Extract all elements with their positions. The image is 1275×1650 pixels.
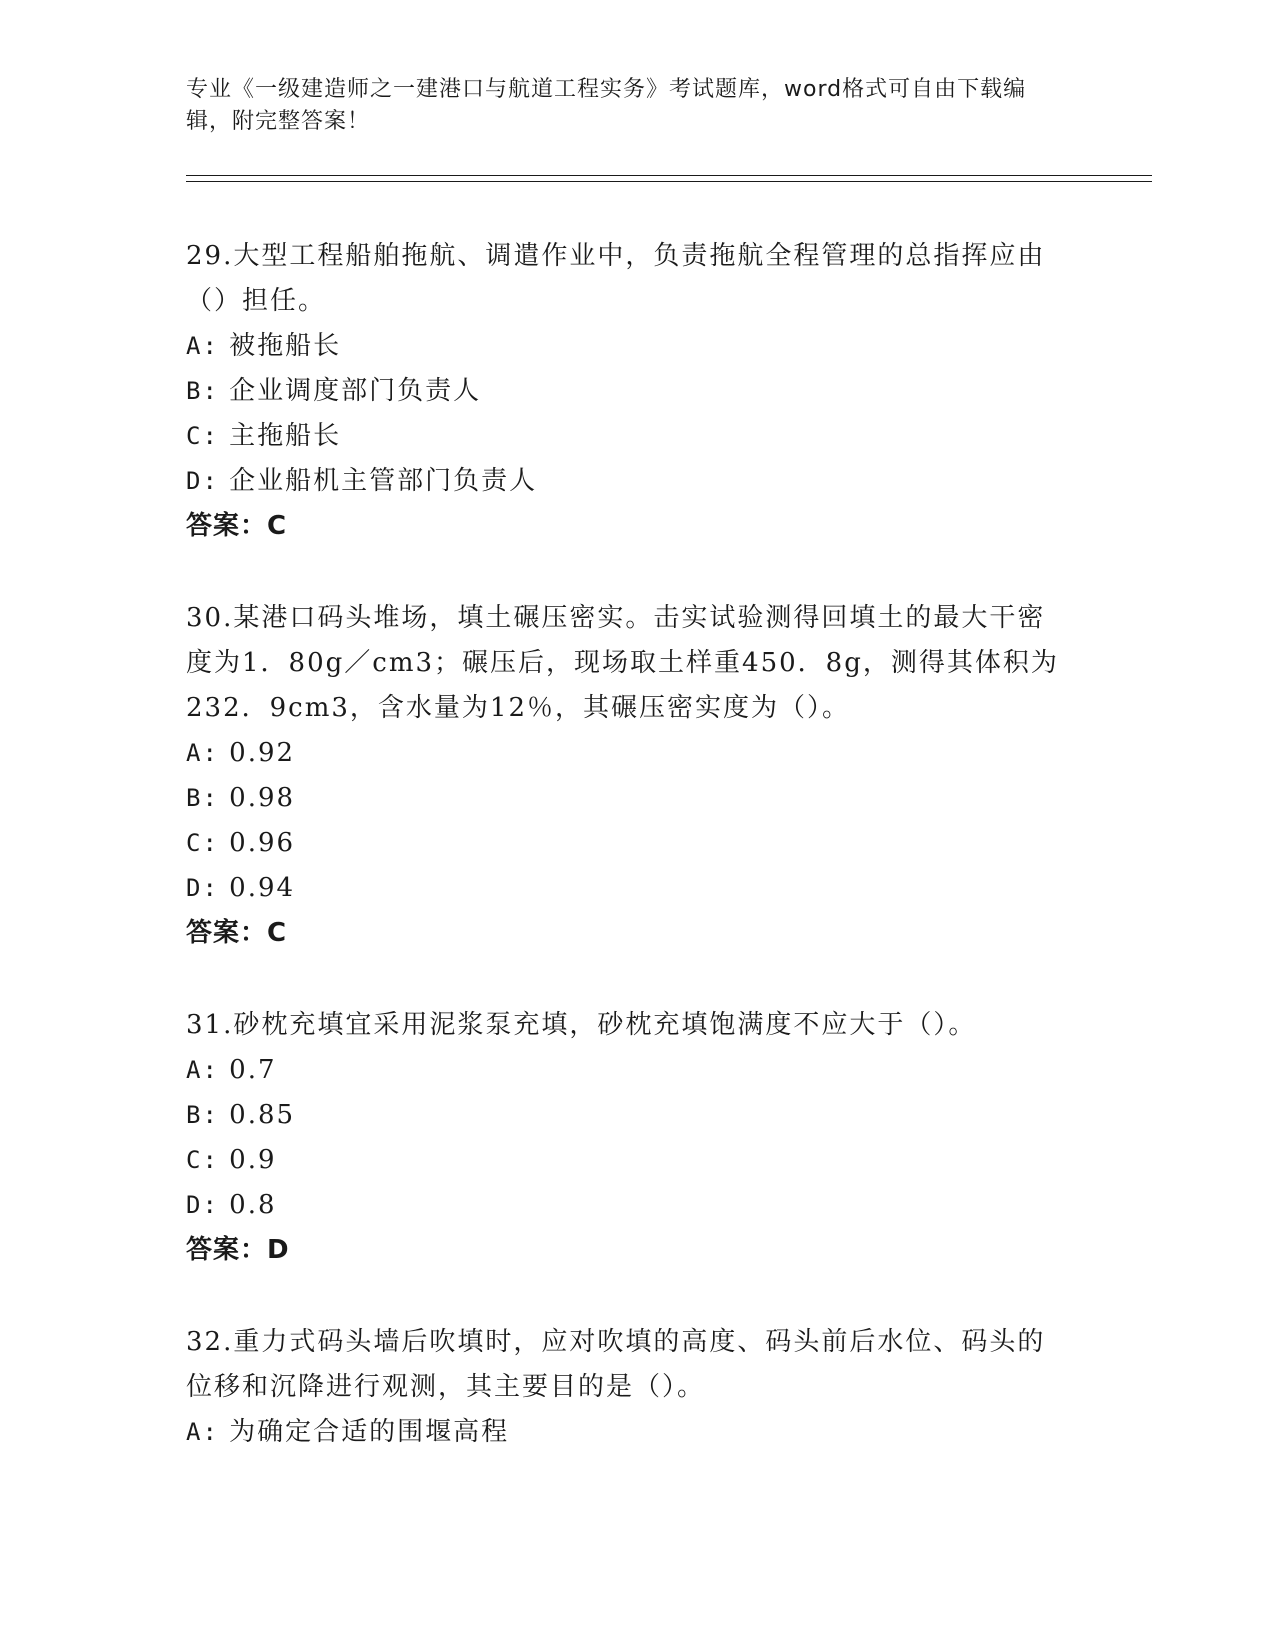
question-32 <box>186 1320 1066 1455</box>
option-a <box>186 324 1066 369</box>
option-text: 主拖船长 <box>229 421 342 451</box>
question-30 <box>186 596 1066 956</box>
option-letter: B: <box>186 377 219 405</box>
option-d <box>186 1183 1066 1228</box>
option-letter: A: <box>186 332 219 360</box>
option-a <box>186 731 1066 776</box>
option-text: 0.98 <box>229 783 296 813</box>
question-29 <box>186 234 1066 549</box>
option-letter: C: <box>186 1146 219 1174</box>
question-text: 31.砂枕充填宜采用泥浆泵充填，砂枕充填饱满度不应大于（）。 <box>186 1010 977 1040</box>
option-letter: B: <box>186 1101 219 1129</box>
option-c <box>186 1138 1066 1183</box>
option-d <box>186 459 1066 504</box>
option-b <box>186 776 1066 821</box>
option-b <box>186 369 1066 414</box>
option-text: 0.96 <box>229 828 296 858</box>
question-31 <box>186 1003 1066 1273</box>
question-text: 29.大型工程船舶拖航、调遣作业中，负责拖航全程管理的总指挥应由（）担任。 <box>186 241 1046 316</box>
option-text: 0.85 <box>229 1100 296 1130</box>
option-b <box>186 1093 1066 1138</box>
answer: 答案：D <box>186 1235 290 1265</box>
option-text: 企业船机主管部门负责人 <box>229 466 538 496</box>
option-d <box>186 866 1066 911</box>
option-text: 0.92 <box>229 738 296 768</box>
option-a <box>186 1048 1066 1093</box>
option-text: 被拖船长 <box>229 331 342 361</box>
option-letter: A: <box>186 1056 219 1084</box>
option-letter: D: <box>186 467 219 495</box>
option-letter: D: <box>186 1191 219 1219</box>
option-letter: A: <box>186 1418 219 1446</box>
option-letter: C: <box>186 829 219 857</box>
option-c <box>186 821 1066 866</box>
option-a <box>186 1410 1066 1455</box>
option-letter: B: <box>186 784 219 812</box>
option-letter: A: <box>186 739 219 767</box>
option-text: 为确定合适的围堰高程 <box>229 1417 510 1447</box>
question-text: 30.某港口码头堆场，填土碾压密实。击实试验测得回填土的最大干密度为1．80g／cm3；碾压后，现场取土样重450．8g，测得其体积为232．9cm3，含水量为12％，其碾压密实度为（）。 <box>186 603 1059 723</box>
option-text: 企业调度部门负责人 <box>229 376 482 406</box>
header-divider-bottom <box>186 181 1152 182</box>
answer: 答案：C <box>186 511 288 541</box>
option-letter: C: <box>186 422 219 450</box>
document-header: 专业《一级建造师之一建港口与航道工程实务》考试题库，word格式可自由下载编辑，附完整答案！ <box>186 77 1027 134</box>
option-text: 0.94 <box>229 873 296 903</box>
option-text: 0.9 <box>229 1145 277 1175</box>
question-text: 32.重力式码头墙后吹填时，应对吹填的高度、码头前后水位、码头的位移和沉降进行观测，其主要目的是（）。 <box>186 1327 1046 1402</box>
option-text: 0.7 <box>229 1055 277 1085</box>
option-letter: D: <box>186 874 219 902</box>
option-text: 0.8 <box>229 1190 277 1220</box>
answer: 答案：C <box>186 918 288 948</box>
header-divider-top <box>186 175 1152 176</box>
option-c <box>186 414 1066 459</box>
